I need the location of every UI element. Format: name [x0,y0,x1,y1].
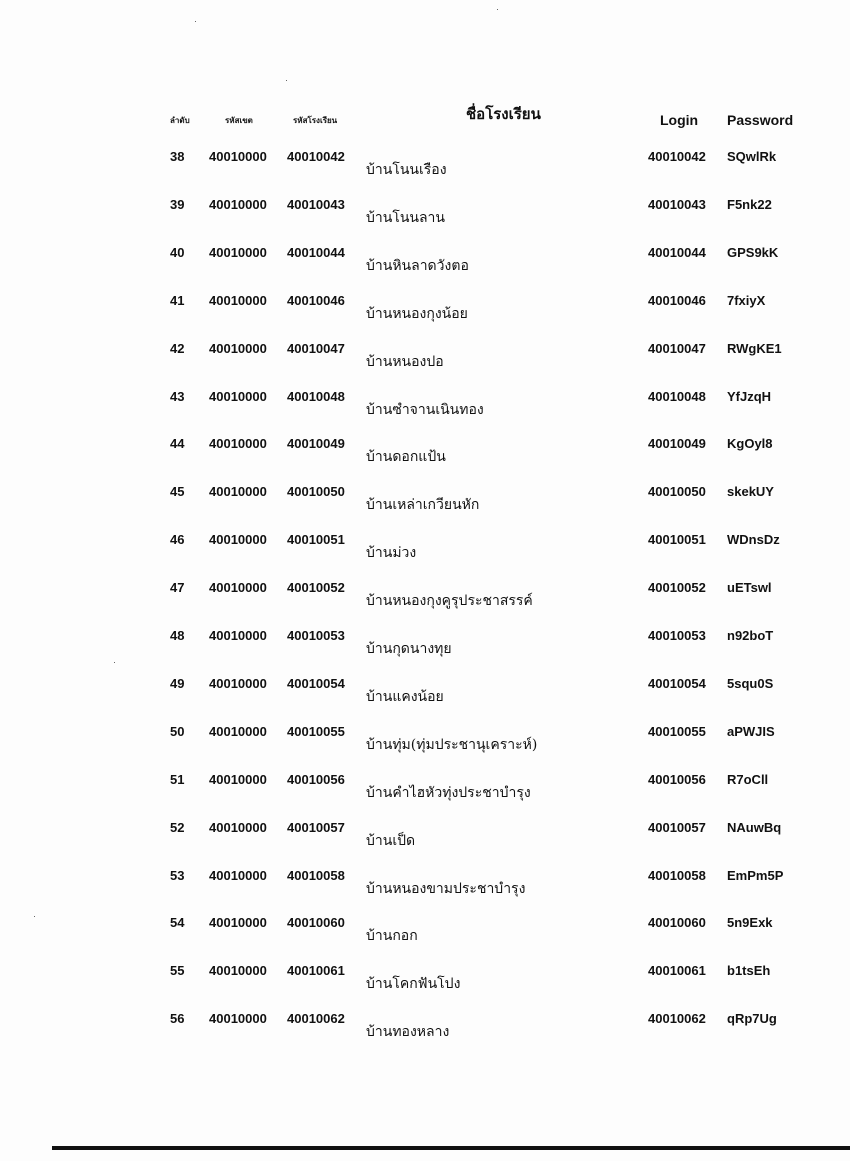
table-row [0,915,850,945]
scan-edge-line [52,1146,850,1150]
cell-login: 40010043 [648,197,706,212]
cell-no: 46 [170,532,185,547]
cell-area-code: 40010000 [209,532,267,547]
cell-school-code: 40010052 [287,580,345,595]
scan-speck [497,9,498,10]
table-row [0,293,850,323]
cell-login: 40010058 [648,868,706,883]
cell-area-code: 40010000 [209,484,267,499]
cell-no: 56 [170,1011,185,1026]
cell-no: 55 [170,963,185,978]
cell-area-code: 40010000 [209,580,267,595]
header-area-code: รหัสเขต [225,116,253,125]
cell-no: 41 [170,293,185,308]
cell-school-name: บ้านแคงน้อย [366,689,444,705]
header-login: Login [660,112,699,128]
cell-school-code: 40010055 [287,724,345,739]
cell-school-name: บ้านกุดนางทุย [366,641,452,657]
cell-password: KgOyl8 [727,436,773,451]
cell-school-code: 40010057 [287,820,345,835]
table-row [0,963,850,993]
cell-no: 47 [170,580,185,595]
table-row [0,341,850,371]
table-row [0,628,850,658]
cell-area-code: 40010000 [209,915,267,930]
cell-login: 40010044 [648,245,706,260]
cell-login: 40010048 [648,389,706,404]
scan-speck [195,21,196,22]
cell-school-name: บ้านหนองกุงคูรุประชาสรรค์ [366,593,533,609]
table-row [0,820,850,850]
cell-password: WDnsDz [727,532,780,547]
table-row [0,197,850,227]
cell-login: 40010047 [648,341,706,356]
cell-login: 40010060 [648,915,706,930]
header-password: Password [727,112,794,128]
cell-school-name: บ้านโคกฟันโปง [366,976,461,992]
cell-no: 40 [170,245,185,260]
cell-area-code: 40010000 [209,772,267,787]
cell-area-code: 40010000 [209,341,267,356]
cell-password: b1tsEh [727,963,771,978]
cell-no: 54 [170,915,185,930]
cell-school-name: บ้านม่วง [366,545,417,561]
cell-school-code: 40010054 [287,676,345,691]
cell-school-code: 40010042 [287,149,345,164]
cell-school-code: 40010047 [287,341,345,356]
cell-school-code: 40010043 [287,197,345,212]
cell-area-code: 40010000 [209,676,267,691]
header-no: ลำดับ [170,116,190,125]
cell-school-code: 40010046 [287,293,345,308]
cell-login: 40010051 [648,532,706,547]
cell-password: qRp7Ug [727,1011,777,1026]
cell-school-code: 40010060 [287,915,345,930]
cell-area-code: 40010000 [209,820,267,835]
cell-school-code: 40010048 [287,389,345,404]
cell-login: 40010049 [648,436,706,451]
table-row [0,484,850,514]
table-row [0,245,850,275]
cell-no: 45 [170,484,185,499]
cell-area-code: 40010000 [209,963,267,978]
scan-speck [114,662,115,663]
cell-password: YfJzqH [727,389,772,404]
cell-school-name: บ้านซำจานเนินทอง [366,402,484,418]
cell-no: 48 [170,628,185,643]
cell-school-name: บ้านเหล่าเกวียนหัก [366,497,480,513]
cell-login: 40010046 [648,293,706,308]
cell-no: 43 [170,389,185,404]
cell-area-code: 40010000 [209,245,267,260]
cell-password: NAuwBq [727,820,782,835]
cell-password: skekUY [727,484,774,499]
cell-login: 40010057 [648,820,706,835]
cell-no: 38 [170,149,185,164]
cell-area-code: 40010000 [209,149,267,164]
cell-password: SQwlRk [727,149,777,164]
cell-password: F5nk22 [727,197,772,212]
table-row [0,580,850,610]
cell-school-name: บ้านคำไฮหัวทุ่งประชาบำรุง [366,785,531,801]
cell-area-code: 40010000 [209,868,267,883]
cell-no: 42 [170,341,185,356]
table-row [0,532,850,562]
cell-school-code: 40010062 [287,1011,345,1026]
cell-login: 40010052 [648,580,706,595]
cell-school-name: บ้านหนองปอ [366,354,444,370]
cell-school-code: 40010049 [287,436,345,451]
cell-school-name: บ้านทองหลาง [366,1024,450,1040]
table-row [0,436,850,466]
table-row [0,1011,850,1041]
cell-no: 44 [170,436,185,451]
cell-login: 40010055 [648,724,706,739]
cell-school-name: บ้านโนนลาน [366,210,445,226]
table-row [0,724,850,754]
cell-school-name: บ้านโนนเรือง [366,162,447,178]
cell-school-code: 40010044 [287,245,345,260]
cell-password: RWgKE1 [727,341,782,356]
cell-no: 39 [170,197,185,212]
cell-no: 49 [170,676,185,691]
cell-login: 40010042 [648,149,706,164]
cell-school-name: บ้านกอก [366,928,418,944]
cell-password: 5squ0S [727,676,774,691]
cell-password: 5n9Exk [727,915,773,930]
cell-login: 40010053 [648,628,706,643]
cell-area-code: 40010000 [209,1011,267,1026]
cell-school-code: 40010058 [287,868,345,883]
table-row [0,389,850,419]
cell-school-code: 40010061 [287,963,345,978]
table-row [0,676,850,706]
cell-login: 40010056 [648,772,706,787]
cell-password: GPS9kK [727,245,779,260]
cell-no: 52 [170,820,185,835]
header-school-code: รหัสโรงเรียน [293,116,338,125]
cell-no: 53 [170,868,185,883]
cell-school-name: บ้านหินลาดวังตอ [366,258,469,274]
cell-school-name: บ้านหนองกุงน้อย [366,306,468,322]
cell-school-name: บ้านหนองขามประชาบำรุง [366,881,526,897]
table-row [0,772,850,802]
cell-area-code: 40010000 [209,724,267,739]
cell-area-code: 40010000 [209,628,267,643]
scan-speck [286,80,287,81]
cell-school-name: บ้านทุ่ม(ทุ่มประชานุเคราะห์) [366,737,538,753]
header-school-name: ชื่อโรงเรียน [466,105,541,123]
cell-password: uETswl [727,580,772,595]
cell-login: 40010062 [648,1011,706,1026]
cell-login: 40010061 [648,963,706,978]
cell-password: n92boT [727,628,774,643]
cell-login: 40010054 [648,676,706,691]
cell-password: aPWJIS [727,724,775,739]
cell-password: R7oCll [727,772,769,787]
cell-no: 50 [170,724,185,739]
cell-area-code: 40010000 [209,389,267,404]
cell-school-name: บ้านเป็ด [366,833,416,849]
cell-school-code: 40010051 [287,532,345,547]
cell-password: EmPm5P [727,868,784,883]
cell-login: 40010050 [648,484,706,499]
cell-password: 7fxiyX [727,293,766,308]
cell-area-code: 40010000 [209,197,267,212]
cell-area-code: 40010000 [209,293,267,308]
cell-school-name: บ้านดอกแป้น [366,449,446,465]
cell-school-code: 40010053 [287,628,345,643]
table-row [0,868,850,898]
cell-school-code: 40010050 [287,484,345,499]
cell-area-code: 40010000 [209,436,267,451]
table-row [0,149,850,179]
cell-no: 51 [170,772,185,787]
cell-school-code: 40010056 [287,772,345,787]
